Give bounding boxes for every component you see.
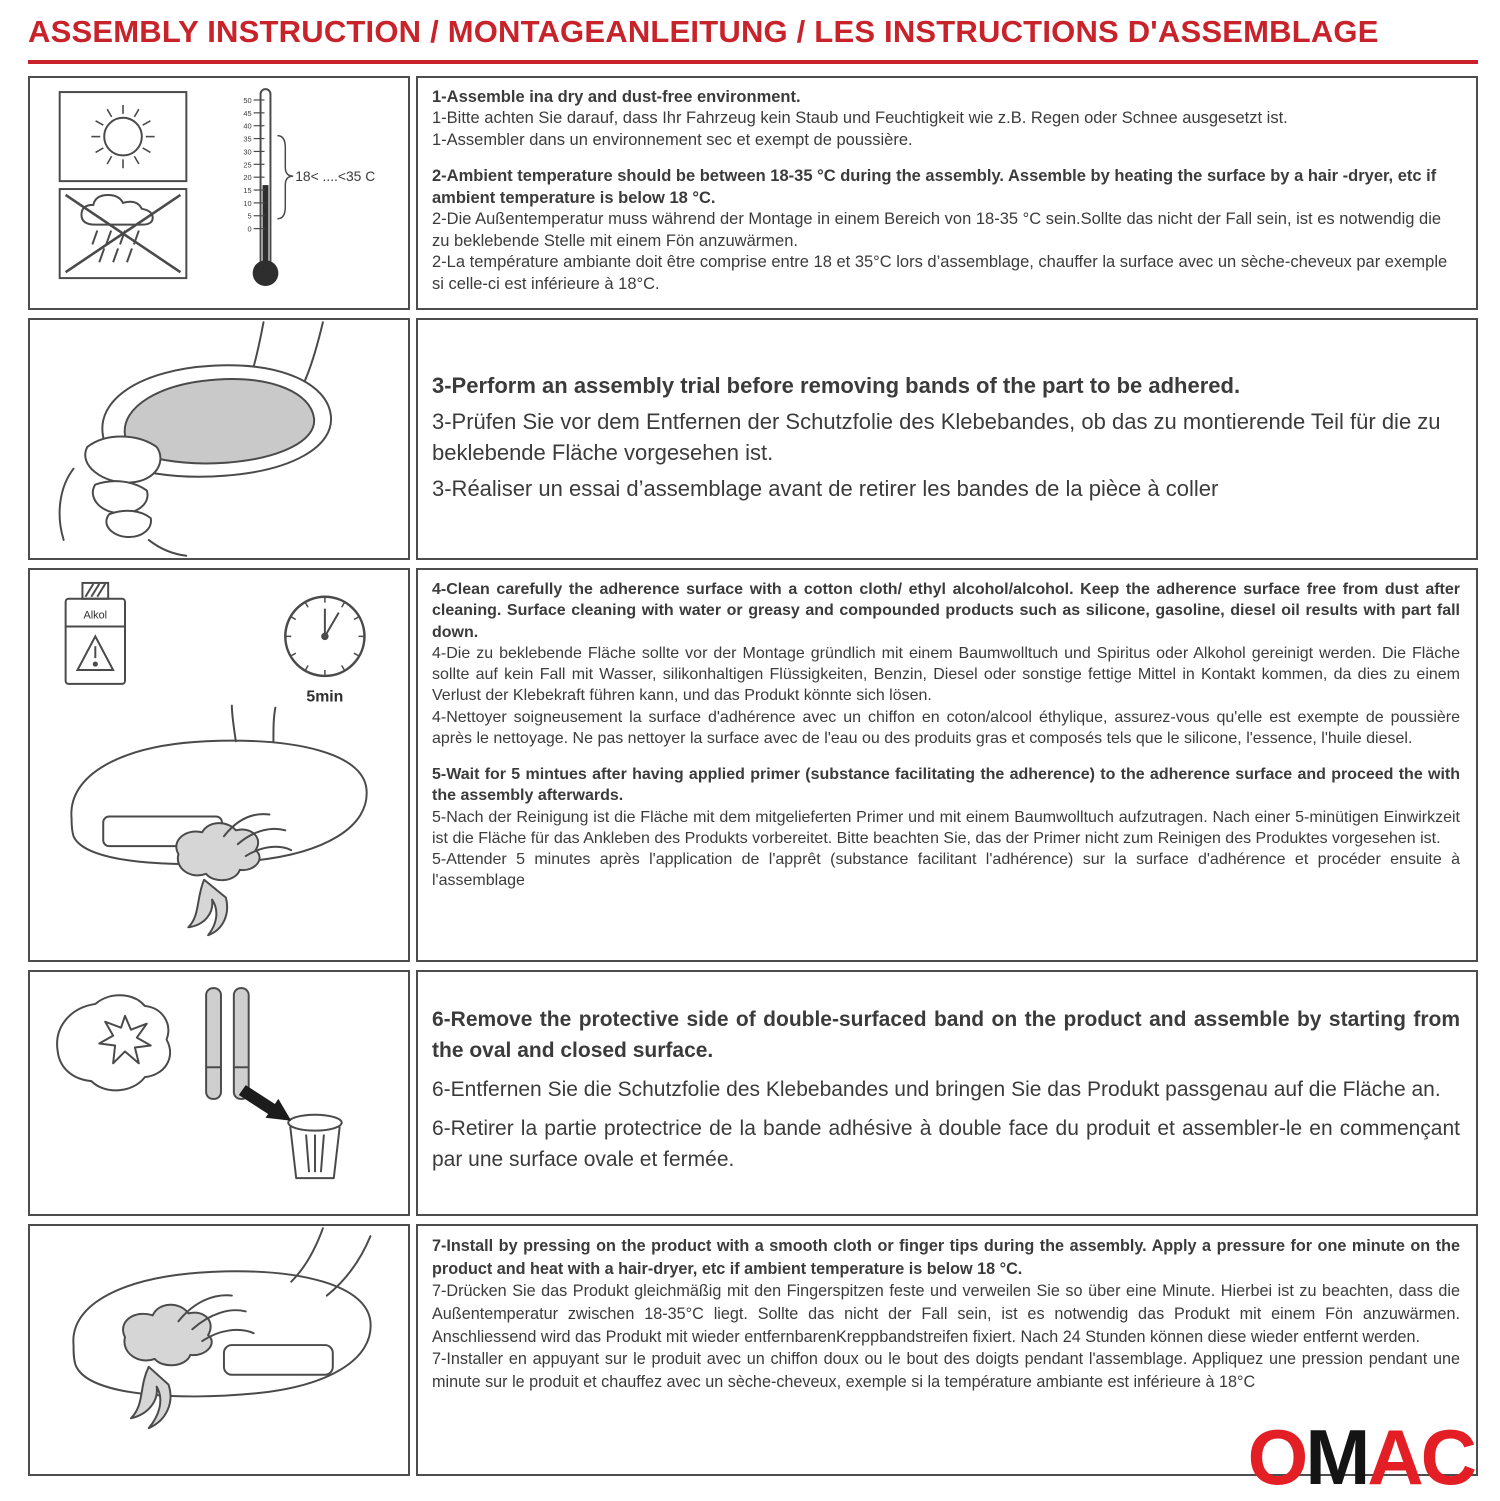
step-row-4-5 <box>28 568 1478 962</box>
finger <box>106 511 151 537</box>
step7-instruction-fr: 7-Installer en appuyant sur le produit avec un chiffon doux ou le bout des doigts pendant l'assemblage. Appliquez une pression pendant une minute sur le produit et chauffez avec un sèche-cheveux, exemple si la température ambiante est inférieure à 18°C <box>432 1350 1460 1392</box>
arm-line <box>327 1236 371 1295</box>
svg-text:25: 25 <box>243 160 252 170</box>
svg-text:0: 0 <box>247 224 252 234</box>
logo-letter-o: O <box>1247 1413 1306 1501</box>
logo-letter-c: C <box>1420 1413 1474 1501</box>
trash-can-icon <box>288 1115 341 1178</box>
step4-instruction-de: 4-Die zu beklebende Fläche sollte vor der Montage gründlich mit einem Baumwolltuch und Spiritus oder Alkohol gereinigt werden. Die Fläche sollte auf kein Fall mit Wasser, silikonhaltigen Flüssigkeiten, Benzin, Diesel oder sonstige fettige Mittel in Kontakt kommen, da dies zu einem Verlust der Klebekraft führen kann, und das Produkt könnte sich lösen. <box>432 644 1460 705</box>
step6-instruction-fr: 6-Retirer la partie protectrice de la bande adhésive à double face du produit et assembler-le en commençant par une surface ovale et fermée. <box>432 1117 1460 1172</box>
step3-instruction-de: 3-Prüfen Sie vor dem Entfernen der Schutzfolie des Klebebandes, ob das zu montierende Teil für die zu beklebende Fläche vorgesehen ist. <box>432 408 1441 465</box>
step2-instruction-fr: 2-La température ambiante doit être comprise entre 18 et 35°C lors d’assemblage, chauffer la surface avec un sèche-cheveux par exemple si celle-ci est inférieure à 18°C. <box>432 253 1448 293</box>
press-product-illustration <box>30 1226 408 1474</box>
page-title: ASSEMBLY INSTRUCTION / MONTAGEANLEITUNG / LES INSTRUCTIONS D'ASSEMBLAGE <box>28 14 1379 49</box>
step2-instruction-de: 2-Die Außentemperatur muss während der Montage in einem Bereich von 18-35 °C sein.Sollte das nicht der Fall sein, ist es notwendig die zu beklebende Stelle mit einem Fön anzuwärmen. <box>432 210 1442 250</box>
svg-text:50: 50 <box>243 95 252 105</box>
thermometer-icon <box>243 89 293 286</box>
step-row-1-2 <box>28 76 1478 310</box>
step2-instruction-en: 2-Ambient temperature should be between 18-35 °C during the assembly. Assemble by heating the surface by a hair -dryer, etc if ambient temperature is below 18 °C. <box>432 167 1437 207</box>
wrist-line <box>149 540 187 556</box>
instruction-text-step-6 <box>416 970 1478 1216</box>
logo-letter-a: A <box>1367 1413 1421 1501</box>
step4-instruction-fr: 4-Nettoyer soigneusement la surface d'adhérence avec un chiffon en coton/alcool éthylique, assurez-vous qu'elle est exempte de poussière après le nettoyage. Ne pas nettoyer la surface avec de l'eau ou des produits gras et composés tels que le silicone, l'essence, l'huile diesel. <box>432 708 1460 747</box>
omac-logo <box>1247 1413 1474 1501</box>
svg-text:5: 5 <box>247 211 252 221</box>
step3-instruction-en: 3-Perform an assembly trial before removing bands of the part to be adhered. <box>432 372 1241 398</box>
five-min-label: 5min <box>306 688 344 706</box>
svg-text:30: 30 <box>243 147 252 157</box>
mirror-cleaning-drawing <box>71 706 366 936</box>
step6-instruction-de: 6-Entfernen Sie die Schutzfolie des Klebebandes und bringen Sie das Produkt passgenau auf die Fläche an. <box>432 1077 1441 1101</box>
svg-text:15: 15 <box>243 186 252 195</box>
instruction-text-steps-1-2 <box>416 76 1478 310</box>
step1-instruction-de: 1-Bitte achten Sie darauf, dass Ihr Fahrzeug kein Staub und Feuchtigkeit wie z.B. Regen oder Schnee ausgesetzt ist. <box>432 109 1288 128</box>
step7-instruction-en: 7-Install by pressing on the product with a smooth cloth or finger tips during the assembly. Apply a pressure for one minute on the product and heat with a hair-dryer, etc if ambient temperature is below 18 °C. <box>432 1237 1460 1278</box>
thermometer-scale <box>243 96 251 234</box>
illustration-box-press <box>28 1224 410 1476</box>
sun-rays <box>91 105 154 168</box>
alcohol-bottle-icon <box>66 583 125 684</box>
arm-line <box>291 1228 323 1281</box>
step1-instruction-en: 1-Assemble ina dry and dust-free environment. <box>432 88 801 106</box>
step1-instruction-fr: 1-Assembler dans un environnement sec et exempt de poussière. <box>432 130 913 149</box>
illustration-box-remove-band <box>28 970 410 1216</box>
remove-band-illustration <box>30 972 408 1214</box>
arrow-icon <box>239 1085 291 1121</box>
wrist-line <box>60 469 74 540</box>
step-row-3 <box>28 318 1478 560</box>
cloth <box>176 823 259 935</box>
step3-instruction-fr: 3-Réaliser un essai d’assemblage avant de retirer les bandes de la pièce à coller <box>432 476 1219 502</box>
svg-text:10: 10 <box>243 198 252 208</box>
temp-range-label: 18< ....<35 C <box>295 168 376 185</box>
finger <box>93 481 148 513</box>
title-underline <box>28 60 1478 64</box>
illustration-box-cleaning <box>28 568 410 962</box>
svg-text:45: 45 <box>243 108 252 118</box>
step7-instruction-de: 7-Drücken Sie das Produkt gleichmäßig mit den Fingerspitzen feste und verweilen Sie so über eine Minute. Hierbei ist zu beachten, dass die Außentemperatur zwischen 18-35°C liegt. Sollte das nicht der Fall sein, ist es notwendig das Produkt mit einem Fön anzuwärmen. Anschliessend wird das Produkt mit wieder entfernbarenKreppbandstreifen fixiert. Nach 24 Stunden können diese wieder entfernt werden. <box>432 1282 1460 1346</box>
svg-text:20: 20 <box>243 173 252 183</box>
adhesive-strips-icon <box>206 988 249 1099</box>
hand-mirror-cap-illustration <box>30 320 408 558</box>
cleaning-illustration <box>30 570 408 960</box>
svg-text:40: 40 <box>243 121 252 131</box>
logo-letter-m: M <box>1305 1413 1368 1501</box>
no-rain-icon <box>60 189 187 278</box>
step-row-6 <box>28 970 1478 1216</box>
illustration-box-assembly-trial <box>28 318 410 560</box>
thumb <box>85 437 160 483</box>
illustration-box-environment <box>28 76 410 310</box>
bottle-label: Alkol <box>83 609 108 622</box>
instruction-text-step-3 <box>416 318 1478 560</box>
step4-instruction-en: 4-Clean carefully the adherence surface with a cotton cloth/ ethyl alcohol/alcohol. Keep the adherence surface free from dust after cleaning. Surface cleaning with water or greasy and compounded products such as silicone, gasoline, diesel oil results with part fall down. <box>432 581 1460 641</box>
svg-text:35: 35 <box>243 134 252 144</box>
step5-instruction-fr: 5-Attender 5 minutes après l'application de l'apprêt (substance facilitant l'adhérence) sur la surface d'adhérence et procéder ensuite à l'assemblage <box>432 851 1460 890</box>
mirror-plate <box>224 1345 333 1375</box>
mirror-outline <box>73 1271 370 1396</box>
clock-icon <box>285 597 364 676</box>
environment-temperature-illustration <box>30 78 408 308</box>
range-brace <box>277 136 293 219</box>
step6-instruction-en: 6-Remove the protective side of double-surfaced band on the product and assemble by starting from the oval and closed surface. <box>432 1007 1460 1062</box>
instruction-text-steps-4-5 <box>416 568 1478 962</box>
step5-instruction-en: 5-Wait for 5 mintues after having applied primer (substance facilitating the adherence) to the adherence surface and proceed the with the assembly afterwards. <box>432 766 1460 805</box>
peel-burst-icon <box>99 1016 150 1063</box>
step5-instruction-de: 5-Nach der Reinigung ist die Fläche mit dem mitgelieferten Primer und mit einem Baumwolltuch aufzutragen. Nach einer 5-minütigen Einwirkzeit ist die Fläche für das Ankleben des Produkts vorbereitet. Bitte beachten Sie, das der Primer nicht zum Reinigen des Produktes vorgesehen ist. <box>432 808 1460 847</box>
